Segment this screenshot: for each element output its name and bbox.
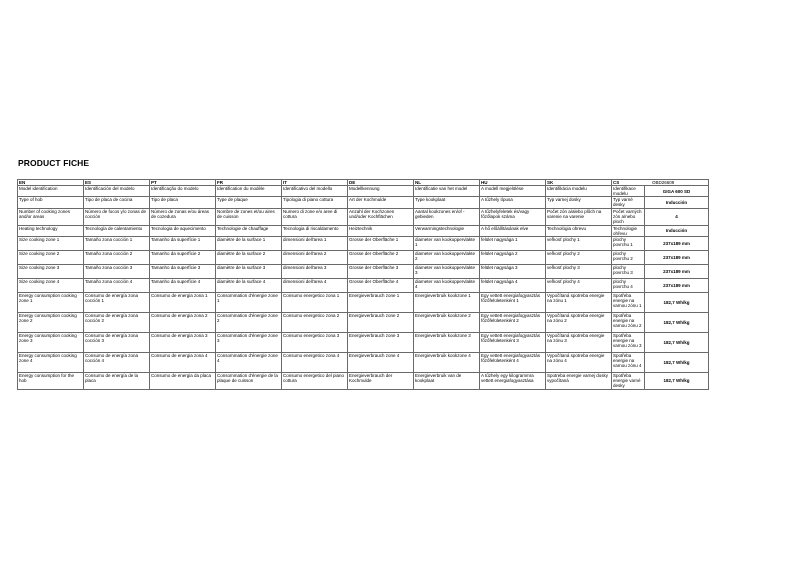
table-cell: Heiztechnik — [348, 225, 414, 236]
table-cell: Energieverbrauch zone 1 — [348, 292, 414, 312]
table-cell: plochy povrchu 3 — [612, 264, 645, 278]
value-cell: 182,7 Wh/kg — [645, 332, 709, 352]
table-row — [18, 312, 709, 332]
table-cell: Tamaño zona cocción 2 — [84, 250, 150, 264]
value-cell: 182,7 Wh/kg — [645, 312, 709, 332]
value-cell: 237x189 mm — [645, 264, 709, 278]
table-cell: diameter van kookoppervlakte 2 — [414, 250, 480, 264]
table-cell: Consumo energetico zona 2 — [282, 312, 348, 332]
table-cell: Número de focos y/o zonas de cocción — [84, 209, 150, 225]
table-cell: Identifikace modelu — [612, 186, 645, 197]
table-cell: Consommation d'énergie zone 1 — [216, 292, 282, 312]
lang-header: NL — [414, 180, 480, 186]
table-row — [18, 225, 709, 236]
value-cell: 182,7 Wh/kg — [645, 352, 709, 372]
table-cell: Consommation d'énergie zone 3 — [216, 332, 282, 352]
table-cell: Identification du modèle — [216, 186, 282, 197]
table-cell: Spotreba energie varnej dosky vypočítaná — [546, 372, 612, 389]
table-cell: Anzahl der Kochzonen und/oder Kochflächen — [348, 209, 414, 225]
table-cell: Identificación del modelo — [84, 186, 150, 197]
table-cell: Energieverbruik kookzone 1 — [414, 292, 480, 312]
table-cell: dimensioni dell'area 1 — [282, 236, 348, 250]
table-cell: A tűzhely egy kilogrammra vettett energiafogyasztása — [480, 372, 546, 389]
table-cell: Energieverbruik kookzone 2 — [414, 312, 480, 332]
table-cell: plochy povrchu 1 — [612, 236, 645, 250]
table-cell: Number of cooking zones and/or areas — [18, 209, 84, 225]
table-cell: Egy vettett energiafogyasztás főzőfelületenként 2 — [480, 312, 546, 332]
table-cell: Tipo de placa de cocina — [84, 197, 150, 209]
table-cell: Size cooking zone 4 — [18, 278, 84, 292]
table-cell: plochy povrchu 4 — [612, 278, 645, 292]
table-cell: Tamanho da superfície 3 — [150, 264, 216, 278]
table-row — [18, 250, 709, 264]
table-cell: Heating technology — [18, 225, 84, 236]
table-cell: Tecnologia de aquecimento — [150, 225, 216, 236]
table-cell: A tűzhely típusa — [480, 197, 546, 209]
table-cell: Consommation d'énergie de la plaque de cuisson — [216, 372, 282, 389]
table-cell: Número de zonas e/ou áreas de cozedura — [150, 209, 216, 225]
value-cell: 4 — [645, 209, 709, 225]
table-cell: Vypočítaná spotreba energie na zónu 1 — [546, 292, 612, 312]
table-cell: Verwarmingstechnologie — [414, 225, 480, 236]
lang-header: ES — [84, 180, 150, 186]
table-row — [18, 264, 709, 278]
table-cell: Art der Kochmulde — [348, 197, 414, 209]
table-cell: Počet varných zón a/nebo ploch — [612, 209, 645, 225]
value-cell: GIGA 600 SD — [645, 186, 709, 197]
table-cell: Consumo energetico del piano cottura — [282, 372, 348, 389]
table-cell: Tipologia di piano cottura — [282, 197, 348, 209]
table-cell: Vypočítaná spotreba energie na zónu 2 — [546, 312, 612, 332]
table-cell: Tecnologia di riscaldamento — [282, 225, 348, 236]
table-cell: Typ varnej dosky — [546, 197, 612, 209]
table-cell: diameter van kookoppervlakte 4 — [414, 278, 480, 292]
table-cell: diamètre de la surface 4 — [216, 278, 282, 292]
table-cell: Energy consumption cooking zone 1 — [18, 292, 84, 312]
table-cell: Typ varné desky — [612, 197, 645, 209]
table-cell: Consumo de energía de la placa — [84, 372, 150, 389]
table-cell: Energy consumption cooking zone 4 — [18, 352, 84, 372]
value-cell: Inducción — [645, 225, 709, 236]
table-cell: Tamanho da superfície 2 — [150, 250, 216, 264]
table-row — [18, 186, 709, 197]
table-cell: Tamaño zona cocción 4 — [84, 278, 150, 292]
table-cell: Spotřeba energie na varnou zónu 2 — [612, 312, 645, 332]
table-cell: Technologie de chauffage — [216, 225, 282, 236]
lang-header: DE — [348, 180, 414, 186]
table-cell: Počet zón a/alebo plôch na varenie na varenie — [546, 209, 612, 225]
table-cell: Tamaño zona cocción 1 — [84, 236, 150, 250]
table-cell: Spotřeba energie na varnou zónu 1 — [612, 292, 645, 312]
table-cell: Vypočítaná spotreba energie na zónu 3 — [546, 332, 612, 352]
table-row — [18, 278, 709, 292]
value-cell: Inducción — [645, 197, 709, 209]
table-cell: Size cooking zone 3 — [18, 264, 84, 278]
lang-header: EN — [18, 180, 84, 186]
product-fiche-table — [17, 179, 709, 390]
table-cell: Consumo de energia zona 1 — [150, 292, 216, 312]
table-row — [18, 209, 709, 225]
table-cell: Tipo de placa — [150, 197, 216, 209]
product-code: OBD26609 — [652, 180, 675, 185]
table-cell: Type of hob — [18, 197, 84, 209]
table-cell: Identificatie van het model — [414, 186, 480, 197]
table-cell: felület nagysága 1 — [480, 236, 546, 250]
table-cell: Consumo de energia zona 2 — [150, 312, 216, 332]
table-cell: Consumo de energía zona cocción 3 — [84, 332, 150, 352]
table-cell: A tűzhelyfeletek és/vagy főzőlapok száma — [480, 209, 546, 225]
table-cell: Spotřeba energie na varnou zónu 3 — [612, 332, 645, 352]
table-row — [18, 352, 709, 372]
table-cell: veľkosť plochy 2 — [546, 250, 612, 264]
table-cell: Consumo de energía zona cocción 1 — [84, 292, 150, 312]
table-cell: Consumo de energía zona cocción 4 — [84, 352, 150, 372]
table-cell: Egy vettett energiafogyasztás főzőfelületenként 3 — [480, 332, 546, 352]
table-cell: Technologie ohřevu — [612, 225, 645, 236]
table-cell: Consommation d'énergie zone 2 — [216, 312, 282, 332]
table-cell: veľkosť plochy 3 — [546, 264, 612, 278]
table-cell: Size cooking zone 1 — [18, 236, 84, 250]
table-cell: Consumo energetico zona 1 — [282, 292, 348, 312]
lang-header: IT — [282, 180, 348, 186]
value-cell: 237x189 mm — [645, 236, 709, 250]
table-cell: dimensioni dell'area 4 — [282, 278, 348, 292]
table-row — [18, 236, 709, 250]
table-cell: Energieverbruik kookzone 3 — [414, 332, 480, 352]
table-cell: Energieverbrauch der Kochmulde — [348, 372, 414, 389]
value-cell: 237x189 mm — [645, 250, 709, 264]
table-cell: diamètre de la surface 3 — [216, 264, 282, 278]
table-cell: diameter van kookoppervlakte 1 — [414, 236, 480, 250]
table-cell: Energieverbrauch zone 2 — [348, 312, 414, 332]
table-cell: plochy povrchu 2 — [612, 250, 645, 264]
table-cell: Model identification — [18, 186, 84, 197]
table-row — [18, 332, 709, 352]
table-cell: Consumo de energia da placa — [150, 372, 216, 389]
table-cell: Grosse der Oberfläche 1 — [348, 236, 414, 250]
table-cell: Aantal kookzones en/of -gebieden — [414, 209, 480, 225]
table-cell: veľkosť plochy 1 — [546, 236, 612, 250]
lang-header: SK — [546, 180, 612, 186]
table-cell: Energieverbruik van de kookplaat — [414, 372, 480, 389]
table-cell: veľkosť plochy 4 — [546, 278, 612, 292]
table-cell: Tecnología de calentamiento — [84, 225, 150, 236]
table-cell: Identifikácia modelu — [546, 186, 612, 197]
table-cell: Energy consumption cooking zone 3 — [18, 332, 84, 352]
table-row — [18, 372, 709, 389]
table-cell: Consumo de energia zona 3 — [150, 332, 216, 352]
table-cell: Consumo energetico zona 4 — [282, 352, 348, 372]
value-cell: 182,7 Wh/kg — [645, 292, 709, 312]
table-cell: Consommation d'énergie zone 4 — [216, 352, 282, 372]
table-cell: A hő előállításának elve — [480, 225, 546, 236]
table-cell: felület nagysága 2 — [480, 250, 546, 264]
table-cell: Energieverbrauch zone 3 — [348, 332, 414, 352]
table-cell: dimensioni dell'area 2 — [282, 250, 348, 264]
table-cell: Identificação do modelo — [150, 186, 216, 197]
lang-header: PT — [150, 180, 216, 186]
table-cell: Nombre de zones et/ou aires de cuisson — [216, 209, 282, 225]
table-cell: Identificativo del modello — [282, 186, 348, 197]
table-cell: Consumo de energía zona cocción 2 — [84, 312, 150, 332]
table-cell: Tamanho da superfície 1 — [150, 236, 216, 250]
table-row — [18, 292, 709, 312]
table-cell: Energy consumption for the hob — [18, 372, 84, 389]
table-cell: felület nagysága 3 — [480, 264, 546, 278]
table-cell: Spotřeba energie na varnou zónu 4 — [612, 352, 645, 372]
table-cell: Egy vettett energiafogyasztás főzőfelületenként 1 — [480, 292, 546, 312]
table-cell: Tamaño zona cocción 3 — [84, 264, 150, 278]
table-row — [18, 197, 709, 209]
table-cell: Grosse der Oberfläche 3 — [348, 264, 414, 278]
table-cell: Consumo de energia zona 4 — [150, 352, 216, 372]
table-cell: dimensioni dell'area 3 — [282, 264, 348, 278]
table-cell: Grosse der Oberfläche 2 — [348, 250, 414, 264]
table-cell: felület nagysága 4 — [480, 278, 546, 292]
lang-header: CS — [613, 180, 620, 185]
table-cell: Consumo energetico zona 3 — [282, 332, 348, 352]
lang-header: FR — [216, 180, 282, 186]
table-cell: Type kookplaat — [414, 197, 480, 209]
table-cell: Energieverbrauch zone 4 — [348, 352, 414, 372]
table-cell: Vypočítaná spotreba energie na zónu 4 — [546, 352, 612, 372]
table-cell: Modellkennung — [348, 186, 414, 197]
lang-header: HU — [480, 180, 546, 186]
table-cell: Egy vettett energiafogyasztás főzőfelületenként 4 — [480, 352, 546, 372]
value-cell: 237x189 mm — [645, 278, 709, 292]
value-cell: 182,7 Wh/kg — [645, 372, 709, 389]
page-title: PRODUCT FICHE — [18, 158, 90, 168]
table-cell: A modell megjelölése — [480, 186, 546, 197]
table-cell: Size cooking zone 2 — [18, 250, 84, 264]
table-cell: Energieverbruik kookzone 4 — [414, 352, 480, 372]
table-cell: Energy consumption cooking zone 2 — [18, 312, 84, 332]
table-cell: Tamanho da superfície 4 — [150, 278, 216, 292]
table-cell: Type de plaque — [216, 197, 282, 209]
table-cell: diamètre de la surface 2 — [216, 250, 282, 264]
table-cell: Grosse der Oberfläche 4 — [348, 278, 414, 292]
table-cell: Technológia ohrevu — [546, 225, 612, 236]
fiche-body — [18, 180, 709, 390]
table-cell: diamètre de la surface 1 — [216, 236, 282, 250]
table-cell: Spotřeba energie varné desky — [612, 372, 645, 389]
table-cell: Numero di zone e/o aree di cottura — [282, 209, 348, 225]
table-cell: diameter van kookoppervlakte 3 — [414, 264, 480, 278]
